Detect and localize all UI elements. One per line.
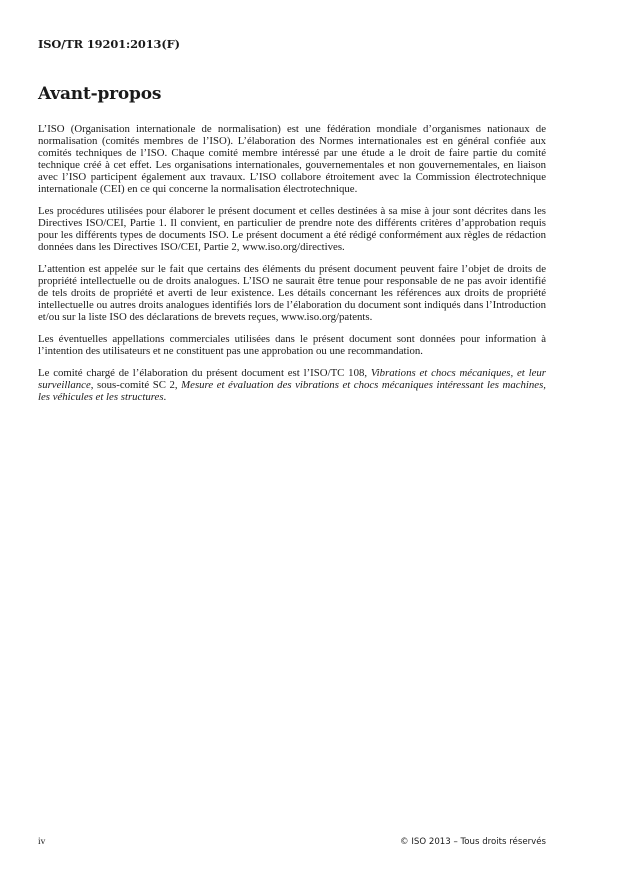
committee-text-2: , sous-comité SC 2, <box>90 379 182 392</box>
document-body <box>38 124 546 415</box>
copyright-notice: © ISO 2013 – Tous droits réservés <box>400 837 546 847</box>
paragraph-iso-organisation: L’ISO (Organisation internationale de normalisation) est une fédération mondiale d’organismes nationaux de normalisation (comités membres de l’ISO). L’élaboration des Normes internationales est en général confiée aux comités techniques de l’ISO. Chaque comité membre intéressé par une étude a le droit de faire partie du comité technique créé à cet effet. Les organisations internationales, gouvernementales et non gouvernementales, en liaison avec l’ISO participent également aux travaux. L’ISO collabore étroitement avec la Commission électrotechnique internationale (CEI) en ce qui concerne la normalisation électrotechnique. <box>38 123 546 195</box>
subcommittee-title: Mesure et évaluation des vibrations et chocs mécaniques intéressant les machines, les véhicules et les structures <box>38 379 546 404</box>
paragraph-trade-names: Les éventuelles appellations commerciales utilisées dans le présent document sont données pour information à l’intention des utilisateurs et ne constituent pas une approbation ou une recommandation. <box>38 333 546 357</box>
page-title: Avant-propos <box>38 84 162 104</box>
document-header: ISO/TR 19201:2013(F) <box>38 37 180 51</box>
paragraph-patents: L’attention est appelée sur le fait que certains des éléments du présent document peuvent faire l’objet de droits de propriété intellectuelle ou de droits analogues. L’ISO ne saurait être tenue pour responsable de ne pas avoir identifié de tels droits de propriété et averti de leur existence. Les détails concernant les références aux droits de propriété intellectuelle ou autres droits analogues identifiés lors de l’élaboration du document sont indiqués dans l’Introduction et/ou sur la liste ISO des déclarations de brevets reçues, www.iso.org/patents. <box>38 263 546 323</box>
page-number: iv <box>38 837 46 847</box>
page-footer <box>38 837 546 851</box>
committee-text-3: . <box>163 391 167 404</box>
committee-title: Vibrations et chocs mécaniques, et leur surveillance <box>38 367 546 392</box>
paragraph-committee <box>38 368 546 404</box>
committee-text-1: Le comité chargé de l’élaboration du présent document est l’ISO/TC 108, <box>38 367 371 380</box>
paragraph-procedures: Les procédures utilisées pour élaborer le présent document et celles destinées à sa mise à jour sont décrites dans les Directives ISO/CEI, Partie 1. Il convient, en particulier de prendre note des différents critères d’approbation requis pour les différents types de documents ISO. Le présent document a été rédigé conformément aux règles de rédaction données dans les Directives ISO/CEI, Partie 2, www.iso.org/directives. <box>38 204 546 253</box>
